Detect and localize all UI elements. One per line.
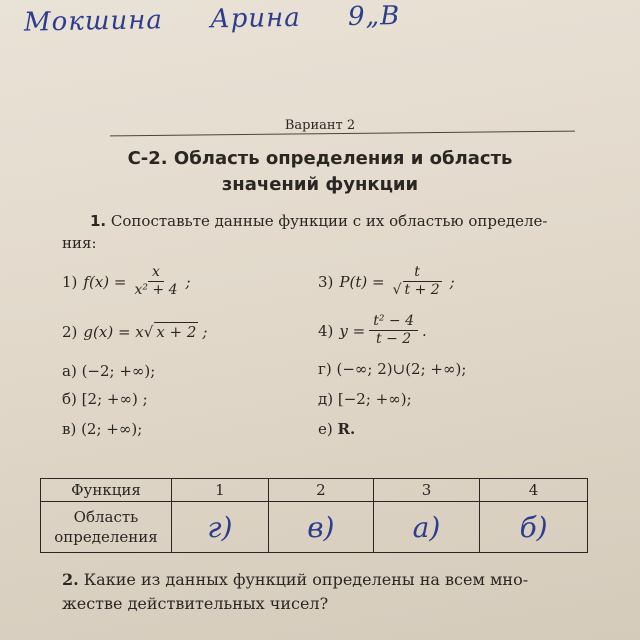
answer-cell-1[interactable]: г) [172,502,269,553]
option-v: в) (2; +∞); [62,420,143,438]
variant-label: Вариант 2 [284,118,356,133]
answer-cell-2[interactable]: в) [268,502,373,553]
header-cell-domain: Область определения [41,502,172,553]
task-2-text-line-1: Какие из данных функций определены на всем мно- [83,570,529,589]
task-1-text-line-1: Сопоставьте данные функции с их областью определе- [110,212,548,230]
handwritten-surname: Мокшина [23,5,164,38]
task-2-number: 2. [62,570,79,589]
answer-table [40,478,588,553]
task-2-statement [62,568,622,616]
column-4-header: 4 [480,479,588,502]
function-1: 1) f(x) = $\frac{x}{\text{x² + 4}}$ ; [62,264,191,298]
option-e: е) R. [318,420,356,438]
function-2: 2) g(x) = x √ x + 2 ; [62,322,208,341]
task-1-statement [62,210,622,254]
column-3-header: 3 [373,479,479,502]
answer-cell-3[interactable]: а) [373,502,479,553]
option-d: д) [−2; +∞); [318,390,412,408]
option-b: б) [2; +∞) ; [62,390,148,408]
option-a: а) (−2; +∞); [62,362,156,380]
task-1-number: 1. [90,212,107,230]
answer-table-header-row [41,479,588,502]
handwritten-grade: 9„В [347,1,401,32]
handwritten-student-name [24,0,439,37]
function-3: 3) P(t) = $\frac{t}{√ t + 2}$ ; [318,264,455,298]
function-2-radicand: x + 2 [156,323,197,341]
function-3-fraction: $\frac{t}{√ t + 2}$ [392,264,440,298]
task-1-text-line-2: ния: [62,234,97,252]
function-4-fraction: $\frac{\text{t² − 4}}{t - 2}$ [369,313,418,348]
column-2-header: 2 [268,479,373,502]
worksheet-title [0,146,640,198]
title-line-1: С-2. Область определения и область [127,148,513,169]
answer-cell-4[interactable]: б) [480,502,588,553]
option-g: г) (−∞; 2)∪(2; +∞); [318,360,467,378]
header-cell-function: Функция [41,479,172,502]
answer-table-domain-row [41,502,588,553]
column-1-header: 1 [172,479,269,502]
function-1-fraction: $\frac{x}{\text{x² + 4}}$ [134,264,178,298]
title-line-2: значений функции [221,174,419,195]
handwritten-first-name: Арина [209,2,302,35]
function-4: 4) y = $\frac{\text{t² − 4}}{t - 2}$ . [318,313,427,347]
task-2-text-line-2: жестве действительных чисел? [62,594,329,613]
